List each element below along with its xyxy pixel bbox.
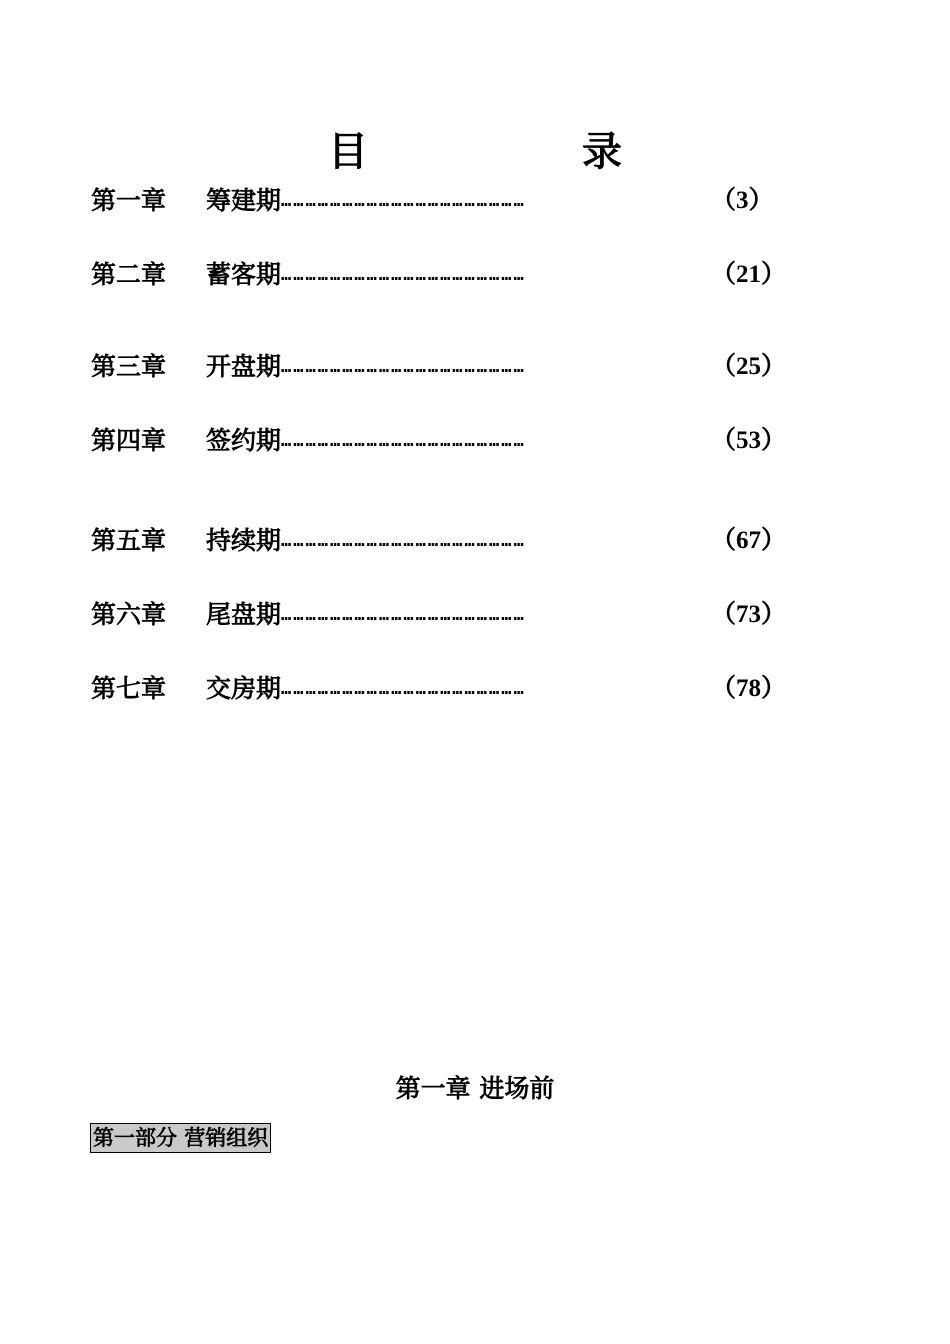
toc-page-number: （25） [711, 353, 787, 380]
toc-chapter-number: 第五章 [91, 526, 167, 555]
toc-chapter-number: 第二章 [91, 260, 167, 289]
toc-chapter-name: 持续期 [206, 526, 282, 555]
toc-chapter-name: 蓄客期 [206, 260, 282, 289]
toc-chapter-name: 尾盘期 [206, 600, 282, 629]
toc-entry-7[interactable] [91, 673, 786, 705]
toc-page-number: （53） [711, 427, 787, 454]
toc-chapter-name: 开盘期 [206, 352, 282, 381]
toc-dot-leader: …………………………………………………… [281, 531, 526, 551]
toc-entry-1[interactable] [91, 185, 774, 217]
toc-chapter-name: 签约期 [206, 426, 282, 455]
toc-dot-leader: …………………………………………………… [281, 605, 526, 625]
toc-dot-leader: …………………………………………………… [281, 265, 526, 285]
toc-entry-4[interactable] [91, 425, 786, 457]
chapter-heading: 第一章 进场前 [395, 1074, 555, 1103]
toc-chapter-number: 第三章 [91, 352, 167, 381]
toc-dot-leader: …………………………………………………… [281, 191, 526, 211]
toc-chapter-number: 第六章 [91, 600, 167, 629]
toc-chapter-number: 第四章 [91, 426, 167, 455]
toc-chapter-name: 筹建期 [206, 186, 282, 215]
toc-page-number: （73） [711, 601, 787, 628]
toc-page-number: （3） [711, 187, 774, 214]
toc-chapter-name: 交房期 [206, 674, 282, 703]
toc-page-number: （21） [711, 261, 787, 288]
toc-entry-2[interactable] [91, 259, 786, 291]
toc-chapter-number: 第一章 [91, 186, 167, 215]
toc-title: 目 录 [328, 128, 722, 175]
toc-chapter-number: 第七章 [91, 674, 167, 703]
toc-entry-5[interactable] [91, 525, 786, 557]
toc-dot-leader: …………………………………………………… [281, 357, 526, 377]
toc-dot-leader: …………………………………………………… [281, 431, 526, 451]
toc-page-number: （67） [711, 527, 787, 554]
toc-entry-3[interactable] [91, 351, 786, 383]
toc-dot-leader: …………………………………………………… [281, 679, 526, 699]
toc-page-number: （78） [711, 675, 787, 702]
toc-entry-6[interactable] [91, 599, 786, 631]
section-label: 第一部分 营销组织 [90, 1123, 271, 1153]
